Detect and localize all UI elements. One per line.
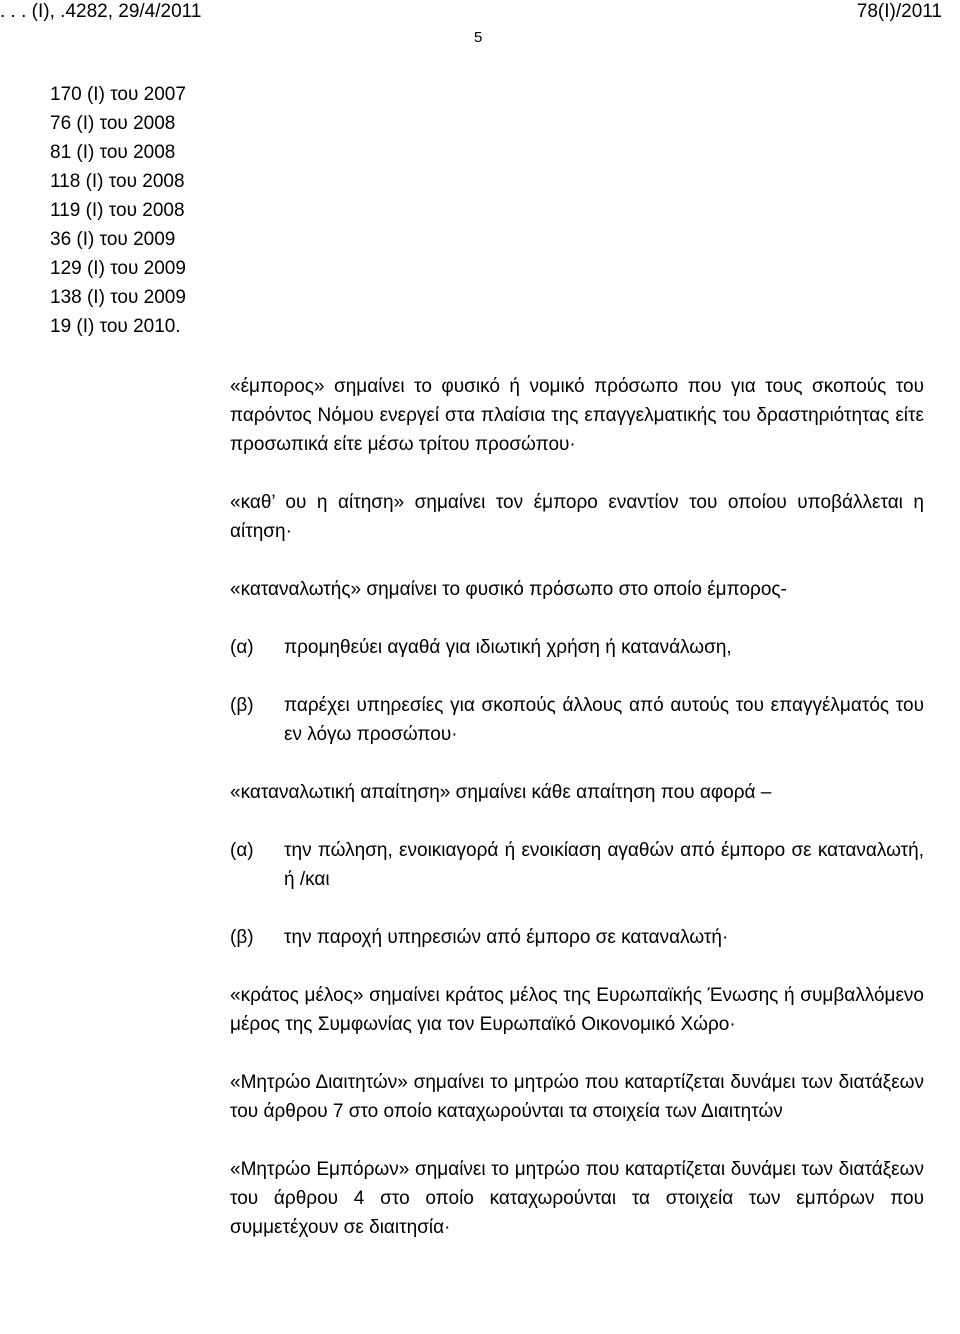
item-label: (β): [230, 695, 254, 716]
list-item: [230, 923, 924, 952]
definition-kath-ou: «καθ’ ου η αίτηση» σημαίνει τον έμπορο εναντίον του οποίου υποβάλλεται η αίτηση·: [230, 492, 924, 542]
amending-laws-list: [50, 80, 186, 341]
definition-mitroo-diaititon: «Μητρώο Διαιτητών» σημαίνει το μητρώο που καταρτίζεται δυνάμει των διατάξεων του άρθρου 7 στο οποίο καταχωρούνται τα στοιχεία των Διαιτητών: [230, 1072, 924, 1122]
definition-kratos-melos: «κράτος μέλος» σημαίνει κράτος μέλος της Ευρωπαϊκής Ένωσης ή συμβαλλόμενο μέρος της Συμφωνίας για τον Ευρωπαϊκό Οικονομικό Χώρο·: [230, 985, 924, 1035]
list-item: [230, 633, 924, 662]
item-label: (α): [230, 637, 254, 658]
law-item: 36 (Ι) του 2009: [50, 229, 176, 250]
header-left: . . . (Ι), .4282, 29/4/2011: [0, 1, 202, 22]
law-item: 19 (Ι) του 2010.: [50, 316, 181, 337]
item-label: (β): [230, 927, 254, 948]
definition-emporos: «έμπορος» σημαίνει το φυσικό ή νομικό πρόσωπο που για τους σκοπούς του παρόντος Νόμου ενεργεί στα πλαίσια της επαγγελματικής του δραστηριότητας είτε προσωπικά είτε μέσω τρίτου προσώπου·: [230, 376, 924, 455]
definitions-section: [230, 372, 924, 1242]
law-item: 170 (Ι) του 2007: [50, 84, 186, 105]
law-item: 119 (Ι) του 2008: [50, 200, 185, 221]
item-text: την πώληση, ενοικιαγορά ή ενοικίαση αγαθών από έμπορο σε καταναλωτή, ή /και: [284, 840, 924, 890]
list-item: [230, 691, 924, 749]
definition-katanalotis-intro: «καταναλωτής» σημαίνει το φυσικό πρόσωπο στο οποίο έμπορος-: [230, 579, 787, 600]
item-text: προμηθεύει αγαθά για ιδιωτική χρήση ή κατανάλωση,: [284, 637, 732, 658]
item-label: (α): [230, 840, 254, 861]
header-right: 78(Ι)/2011: [856, 1, 942, 22]
page-number: 5: [474, 29, 483, 46]
law-item: 81 (Ι) του 2008: [50, 142, 176, 163]
law-item: 138 (Ι) του 2009: [50, 287, 186, 308]
definition-katanalotiki-apaitisi-intro: «καταναλωτική απαίτηση» σημαίνει κάθε απαίτηση που αφορά –: [230, 782, 772, 803]
definition-mitroo-emporon: «Μητρώο Εμπόρων» σημαίνει το μητρώο που καταρτίζεται δυνάμει των διατάξεων του άρθρου 4 στο οποίο καταχωρούνται τα στοιχεία των εμπόρων που συμμετέχουν σε διαιτησία·: [230, 1159, 924, 1238]
law-item: 129 (Ι) του 2009: [50, 258, 186, 279]
item-text: παρέχει υπηρεσίες για σκοπούς άλλους από αυτούς του επαγγέλματός του εν λόγω προσώπου·: [284, 695, 924, 745]
list-item: [230, 836, 924, 894]
item-text: την παροχή υπηρεσιών από έμπορο σε καταναλωτή·: [284, 927, 729, 948]
law-item: 118 (Ι) του 2008: [50, 171, 185, 192]
law-item: 76 (Ι) του 2008: [50, 113, 176, 134]
